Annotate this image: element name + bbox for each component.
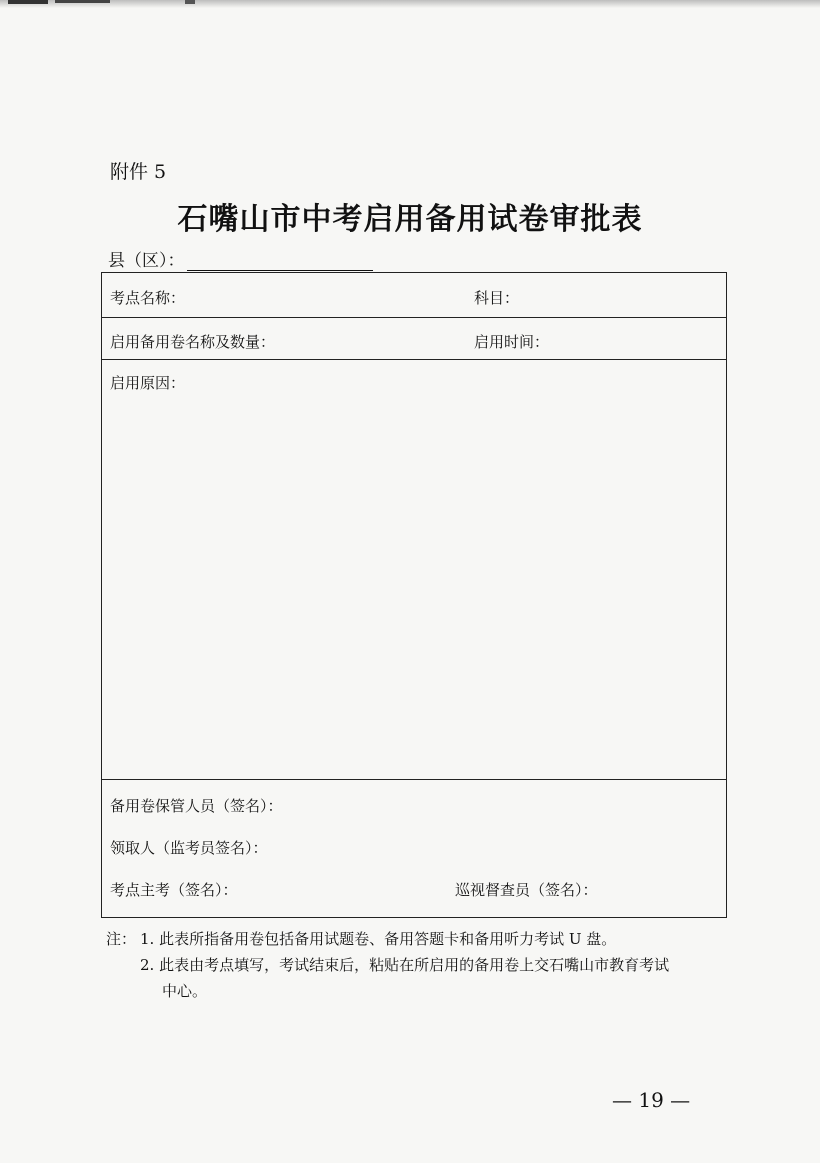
note-item-2-continued: 中心。	[162, 982, 208, 1000]
note-item-2: 2. 此表由考点填写，考试结束后，粘贴在所启用的备用卷上交石嘴山市教育考试	[140, 956, 670, 974]
row-divider	[102, 359, 726, 360]
exam-site-label: 考点名称：	[110, 289, 186, 307]
custodian-signature-label: 备用卷保管人员（签名）：	[110, 797, 283, 815]
inspector-signature-label: 巡视督查员（签名）：	[455, 881, 598, 899]
receiver-signature-label: 领取人（监考员签名）：	[110, 839, 268, 857]
scan-edge	[0, 0, 820, 8]
county-blank-line[interactable]	[187, 254, 373, 271]
county-label: 县（区）：	[108, 251, 185, 271]
page-number: — 19 —	[612, 1088, 691, 1112]
approval-form-table	[101, 272, 727, 918]
notes-section	[106, 926, 710, 1004]
page-title: 石嘴山市中考启用备用试卷审批表	[177, 202, 643, 237]
row-divider	[102, 779, 726, 780]
notes-prefix: 注：	[106, 930, 137, 948]
backup-paper-label: 启用备用卷名称及数量：	[110, 333, 276, 351]
subject-label: 科目：	[474, 289, 520, 307]
chief-examiner-signature-label: 考点主考（签名）：	[110, 881, 238, 899]
use-time-label: 启用时间：	[474, 333, 550, 351]
attachment-label: 附件 5	[110, 161, 167, 183]
reason-label: 启用原因：	[110, 374, 186, 392]
note-item-1: 1. 此表所指备用卷包括备用试题卷、备用答题卡和备用听力考试 U 盘。	[140, 930, 617, 948]
scan-mark	[185, 0, 195, 4]
county-field	[108, 246, 373, 271]
row-divider	[102, 317, 726, 318]
scan-mark	[8, 0, 48, 4]
scan-mark	[55, 0, 110, 3]
